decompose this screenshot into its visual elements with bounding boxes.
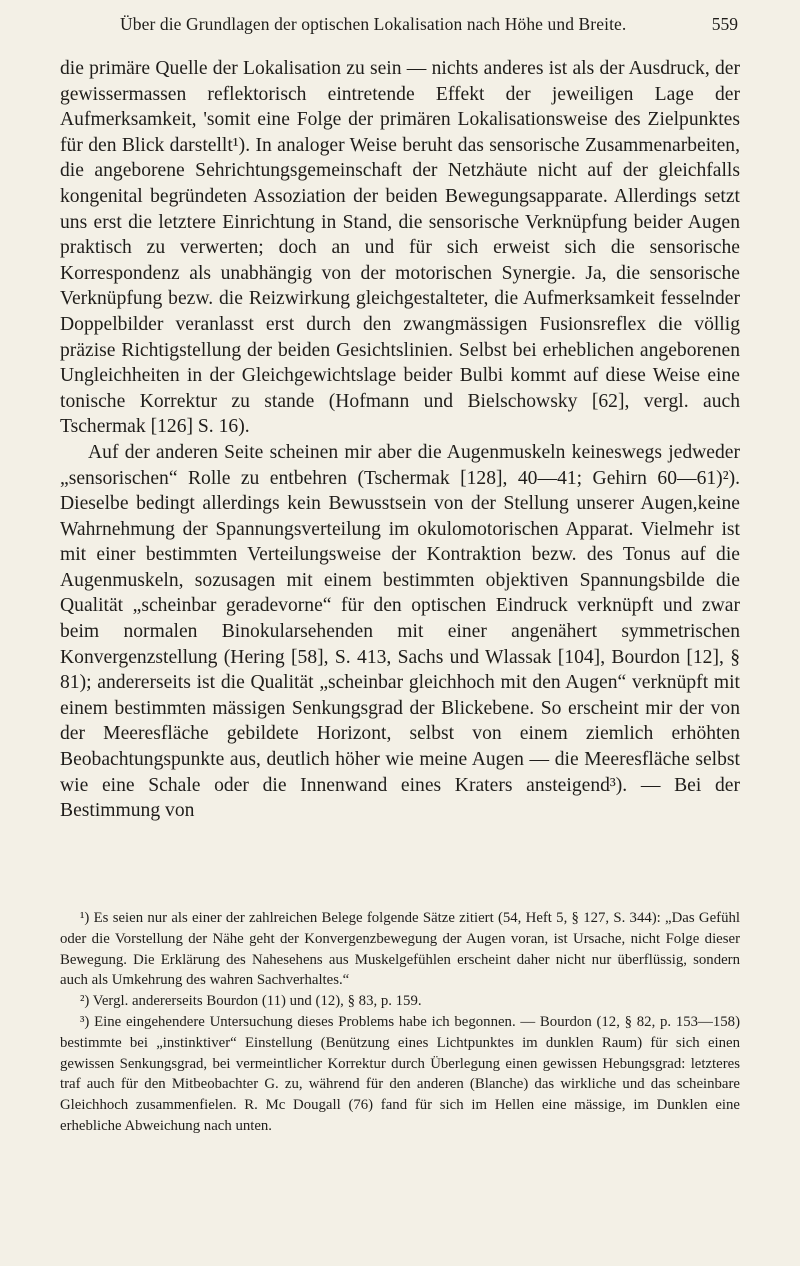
page-header [60, 12, 740, 38]
page-number: 559 [711, 14, 738, 34]
footnote: ³) Eine eingehendere Untersuchung dieses Problems habe ich begonnen. — Bourdon (12, § 82, p. 153—158) bestimmte bei „instinktiver“ Einstellung (Benützung eines Lichtpunktes im dunklen Raum) für sich einen gewissen Senkungsgrad, bei vermeintlicher Korrektur durch Überlegung einen gewissen Hebungsgrad: letzteres traf auch für den Mitbeobachter G. zu, während für den anderen (Blanche) das wirkliche und das scheinbare Gleichhoch zusammenfielen. R. Mc Dougall (76) fand für sich im Hellen eine mässige, im Dunklen eine erhebliche Abweichung nach unten. [60, 1013, 740, 1134]
footnote: ²) Vergl. andererseits Bourdon (11) und (12), § 83, p. 159. [80, 993, 422, 1010]
running-title: Über die Grundlagen der optischen Lokalisation nach Höhe und Breite. [120, 14, 627, 34]
footnote: ¹) Es seien nur als einer der zahlreichen Belege folgende Sätze zitiert (54, Heft 5, § 127, S. 344): „Das Gefühl oder die Vorstellung der Nähe geht der Konvergenzbewegung der Augen voran, ist Ursache, nicht Folge dieser Bewegung. Die Erklärung des Nahesehens aus Muskelgefühlen erscheint daher nicht nur überflüssig, sondern auch als Umkehrung des wahren Sachverhaltes.“ [60, 910, 740, 989]
footnotes [60, 908, 740, 1137]
paragraph: die primäre Quelle der Lokalisation zu sein — nichts anderes ist als der Ausdruck, der gewissermassen reflektorisch eintretende Effekt der jeweiligen Lage der Aufmerksamkeit, 'somit eine Folge der primären Lokalisationsweise des Zielpunktes für den Blick darstellt¹). In analoger Weise beruht das sensorische Zusammenarbeiten, die angeborene Sehrichtungsgemeinschaft der Netzhäute nicht auf der gleichfalls kongenital begründeten Assoziation der beiden Bewegungsapparate. Allerdings setzt uns erst die letztere Einrichtung in Stand, die sensorische Verknüpfung beider Augen praktisch zu verwerten; doch an und für sich erweist sich die sensorische Korrespondenz als unabhängig von der motorischen Synergie. Ja, die sensorische Verknüpfung bezw. die Reizwirkung gleichgestalteter, die Aufmerksamkeit fesselnder Doppelbilder veranlasst erst durch den zwangmässigen Fusionsreflex die völlig präzise Richtigstellung der beiden Gesichtslinien. Selbst bei erheblichen angeborenen Ungleichheiten in der Gleichgewichtslage beider Bulbi kommt auf diese Weise eine tonische Korrektur zu stande (Hofmann und Bielschowsky [62], vergl. auch Tschermak [126] S. 16). [60, 58, 740, 438]
main-text [60, 56, 740, 824]
paragraph: Auf der anderen Seite scheinen mir aber die Augenmuskeln keineswegs jedweder „sensorischen“ Rolle zu entbehren (Tschermak [128], 40—41; Gehirn 60—61)²). Dieselbe bedingt allerdings kein Bewusstsein von der Stellung unserer Augen,keine Wahrnehmung der Spannungsverteilung im okulomotorischen Apparat. Vielmehr ist mit einer bestimmten Verteilungsweise der Kontraktion bezw. des Tonus auf die Augenmuskeln, sozusagen mit einem bestimmten objektiven Spannungsbilde die Qualität „scheinbar geradevorne“ für den optischen Eindruck verknüpft und zwar beim normalen Binokularsehenden mit einer angenähert symmetrischen Konvergenzstellung (Hering [58], S. 413, Sachs und Wlassak [104], Bourdon [12], § 81); andererseits ist die Qualität „scheinbar gleichhoch mit den Augen“ verknüpft mit einem bestimmten mässigen Senkungsgrad der Blickebene. So erscheint mir der von der Meeresfläche gebildete Horizont, selbst von einem ziemlich erhöhten Beobachtungspunkte aus, deutlich höher wie meine Augen — die Meeresfläche selbst wie eine Schale oder die Innenwand eines Kraters ansteigend³). — Bei der Bestimmung von [60, 441, 740, 822]
